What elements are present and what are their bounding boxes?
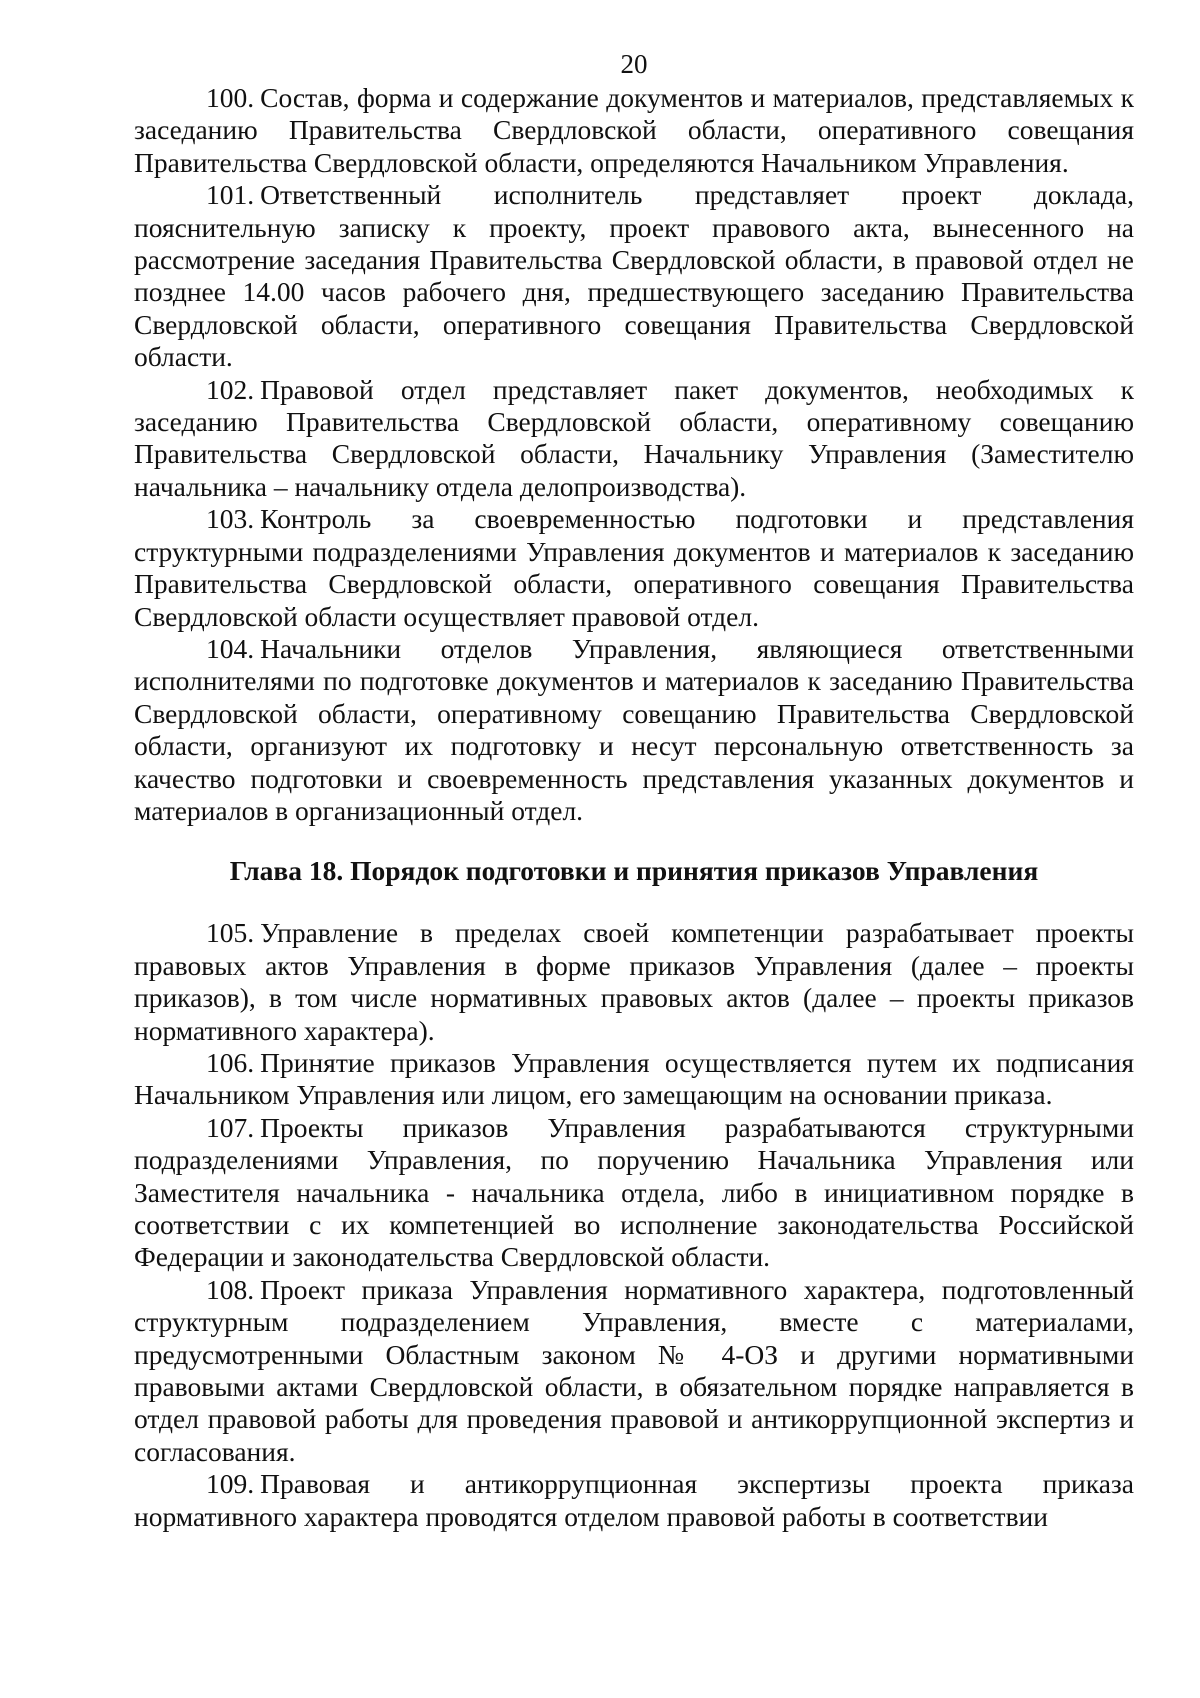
paragraph-103	[134, 503, 1134, 633]
paragraphs-before	[134, 82, 1134, 827]
paragraph-text: Принятие приказов Управления осуществляется путем их подписания Начальником Управления или лицом, его замещающим на основании приказа.	[134, 1046, 1134, 1111]
paragraph-101	[134, 179, 1134, 373]
paragraph-108	[134, 1274, 1134, 1468]
paragraph-text: Проект приказа Управления нормативного характера, подготовленный структурным подразделением Управления, вместе с материалами, предусмотренными Областным законом № 4-ОЗ и другими нормативными правовыми актами Свердловской области, в обязательном порядке направляется в отдел правовой работы для проведения правовой и антикоррупционной экспертиз и согласования.	[134, 1273, 1134, 1467]
page-number: 20	[620, 49, 648, 79]
paragraph-text: Контроль за своевременностью подготовки и представления структурными подразделениями Управления документов и материалов к заседанию Правительства Свердловской области, оперативного совещания Правительства Свердловской области осуществляет правовой отдел.	[134, 503, 1134, 632]
paragraph-text: Правовой отдел представляет пакет документов, необходимых к заседанию Правительства Свердловской области, оперативному совещанию Правительства Свердловской области, Начальнику Управления (Заместителю начальника – начальнику отдела делопроизводства).	[134, 373, 1134, 502]
paragraph-102	[134, 374, 1134, 504]
paragraph-100	[134, 82, 1134, 179]
paragraph-107	[134, 1112, 1134, 1274]
paragraph-number: 103.	[206, 503, 255, 535]
paragraph-number: 100.	[206, 82, 255, 113]
paragraph-number: 104.	[206, 632, 255, 664]
paragraph-text: Состав, форма и содержание документов и материалов, представляемых к заседанию Правительства Свердловской области, оперативного совещания Правительства Свердловской области, определяются Начальником Управления.	[134, 82, 1134, 178]
paragraph-106	[134, 1047, 1134, 1112]
paragraph-number: 101.	[206, 179, 255, 211]
paragraph-text: Проекты приказов Управления разрабатываются структурными подразделениями Управления, по поручению Начальника Управления или Заместителя начальника - начальника отдела, либо в инициативном порядке в соответствии с их компетенцией во исполнение законодательства Российской Федерации и законодательства Свердловской области.	[134, 1111, 1134, 1273]
document-page	[134, 48, 1134, 1533]
paragraph-text: Управление в пределах своей компетенции разрабатывает проекты правовых актов Управления в форме приказов Управления (далее – проекты приказов), в том числе нормативных правовых актов (далее – проекты приказов нормативного характера).	[134, 917, 1134, 1046]
paragraph-109	[134, 1468, 1134, 1533]
paragraph-number: 107.	[206, 1111, 255, 1143]
paragraph-text: Правовая и антикоррупционная экспертизы проекта приказа нормативного характера проводятся отделом правовой работы в соответствии	[134, 1468, 1134, 1532]
paragraph-number: 106.	[206, 1046, 255, 1078]
paragraph-number: 105.	[206, 917, 255, 949]
paragraph-text: Начальники отделов Управления, являющиеся ответственными исполнителями по подготовке документов и материалов к заседанию Правительства Свердловской области, оперативному совещанию Правительства Свердловской области, организуют их подготовку и несут персональную ответственность за качество подготовки и своевременность представления указанных документов и материалов в организационный отдел.	[134, 632, 1134, 826]
paragraph-number: 108.	[206, 1273, 255, 1305]
paragraphs-after	[134, 917, 1134, 1533]
paragraph-104	[134, 633, 1134, 827]
paragraph-number: 102.	[206, 373, 255, 405]
chapter-heading: Глава 18. Порядок подготовки и принятия приказов Управления	[229, 855, 1039, 887]
paragraph-105	[134, 917, 1134, 1047]
paragraph-text: Ответственный исполнитель представляет проект доклада, пояснительную записку к проекту, проект правового акта, вынесенного на рассмотрение заседания Правительства Свердловской области, в правовой отдел не позднее 14.00 часов рабочего дня, предшествующего заседанию Правительства Свердловской области, оперативного совещания Правительства Свердловской области.	[134, 179, 1134, 373]
paragraph-number: 109.	[206, 1468, 255, 1500]
